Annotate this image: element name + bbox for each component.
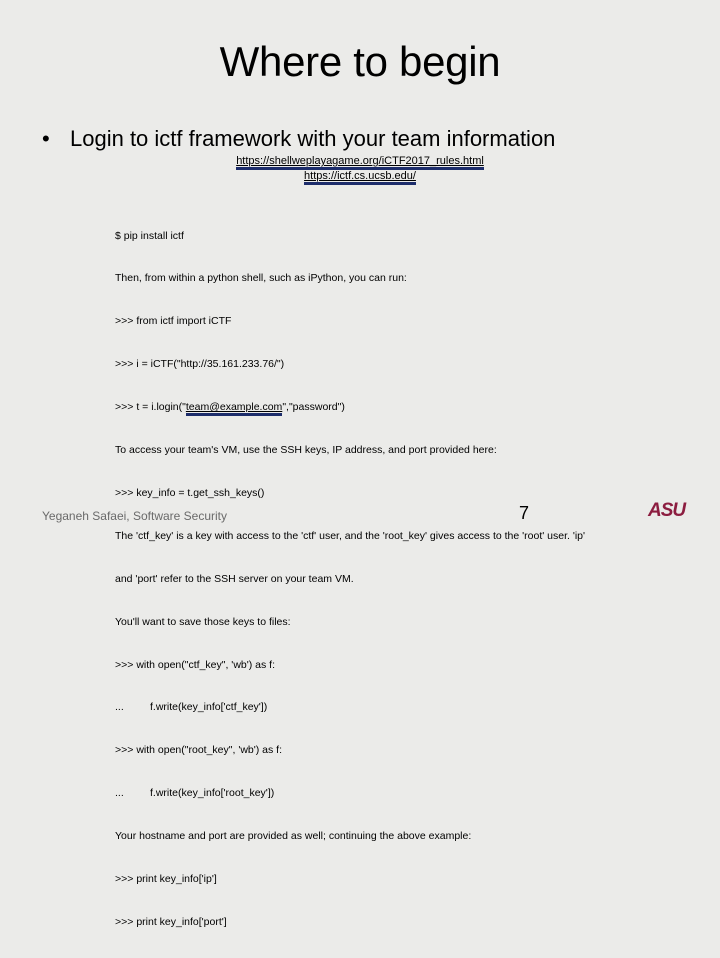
code-line: To access your team's VM, use the SSH keys, IP address, and port provided here: <box>115 444 497 457</box>
code-line: >>> i = iCTF("http://35.161.233.76/") <box>115 358 285 371</box>
page-number: 7 <box>519 503 530 523</box>
code-line: Your hostname and port are provided as well; continuing the above example: <box>115 830 472 843</box>
code-line: Then, from within a python shell, such as iPython, you can run: <box>115 272 407 285</box>
footer-author: Yeganeh Safaei, Software Security <box>42 509 228 523</box>
code-line: ... f.write(key_info['root_key']) <box>115 787 275 800</box>
code-line: >>> with open("root_key", 'wb') as f: <box>115 744 283 757</box>
code-line-login <box>115 400 675 414</box>
slide-title: Where to begin <box>219 38 501 85</box>
bullet-text: Login to ictf framework with your team information <box>70 126 556 151</box>
code-line: >>> print key_info['port'] <box>115 915 227 928</box>
code-line: $ pip install ictf <box>115 229 184 242</box>
ictf-site-link[interactable]: https://ictf.cs.ucsb.edu/ <box>304 170 416 185</box>
code-line: >>> print key_info['ip'] <box>115 872 217 885</box>
link-list <box>0 154 720 184</box>
bullet-marker: • <box>42 126 50 151</box>
code-line: >>> from ictf import iCTF <box>115 315 232 328</box>
code-line: You'll want to save those keys to files: <box>115 615 291 628</box>
code-block <box>115 200 675 958</box>
rules-link[interactable]: https://shellweplayagame.org/iCTF2017_rules.html <box>236 155 484 170</box>
code-line: The 'ctf_key' is a key with access to the 'ctf' user, and the 'root_key' gives access to the 'root' user. 'ip' <box>115 529 586 542</box>
code-line: >>> with open("ctf_key", 'wb') as f: <box>115 658 275 671</box>
code-line: ... f.write(key_info['ctf_key']) <box>115 701 268 714</box>
bullet-item <box>42 126 555 152</box>
asu-logo: ASU <box>648 500 686 521</box>
login-suffix: ","password") <box>282 401 345 414</box>
login-prefix: >>> t = i.login(" <box>115 401 186 414</box>
email-link[interactable]: team@example.com <box>186 401 282 416</box>
code-line: >>> key_info = t.get_ssh_keys() <box>115 486 265 499</box>
code-line: and 'port' refer to the SSH server on your team VM. <box>115 572 354 585</box>
